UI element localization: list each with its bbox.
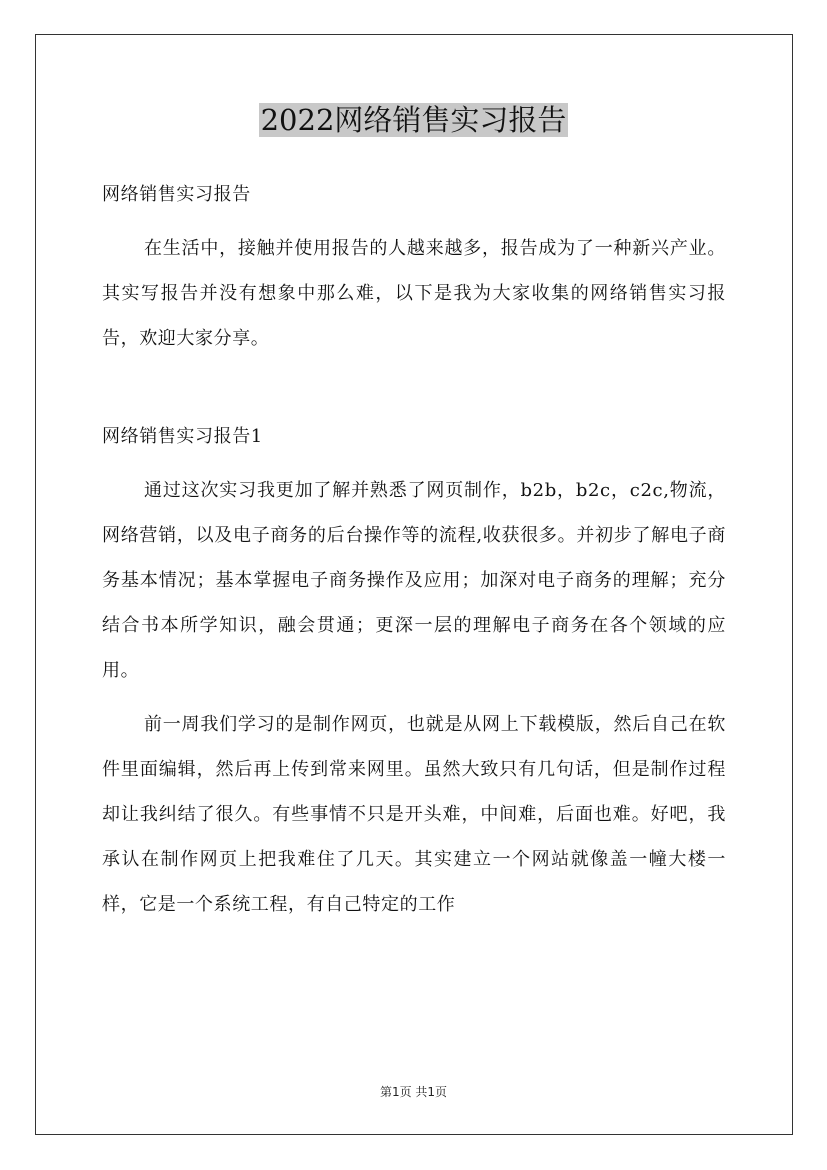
document-subtitle: 网络销售实习报告: [102, 184, 251, 205]
document-title-text: 2022网络销售实习报告: [260, 103, 567, 137]
page-footer: 第1页 共1页: [379, 1085, 448, 1099]
document-body: [102, 172, 726, 927]
body-paragraph-2: 前一周我们学习的是制作网页，也就是从网上下载模版，然后自己在软件里面编辑，然后再上传到常来网里。虽然大致只有几句话，但是制作过程却让我纠结了很久。有些事情不只是开头难，中间难，后面也难。好吧，我承认在制作网页上把我难住了几天。其实建立一个网站就像盖一幢大楼一样，它是一个系统工程，有自己特定的工作: [102, 714, 726, 915]
body-paragraph-1: 通过这次实习我更加了解并熟悉了网页制作，b2b，b2c，c2c,物流，网络营销，以及电子商务的后台操作等的流程,收获很多。并初步了解电子商务基本情况；基本掌握电子商务操作及应用；加深对电子商务的理解；充分结合书本所学知识，融会贯通；更深一层的理解电子商务在各个领域的应用。: [102, 480, 726, 681]
document-title: [0, 100, 827, 140]
intro-paragraph: 在生活中，接触并使用报告的人越来越多，报告成为了一种新兴产业。其实写报告并没有想象中那么难，以下是我为大家收集的网络销售实习报告，欢迎大家分享。: [102, 238, 726, 349]
section-heading: 网络销售实习报告1: [102, 426, 263, 447]
